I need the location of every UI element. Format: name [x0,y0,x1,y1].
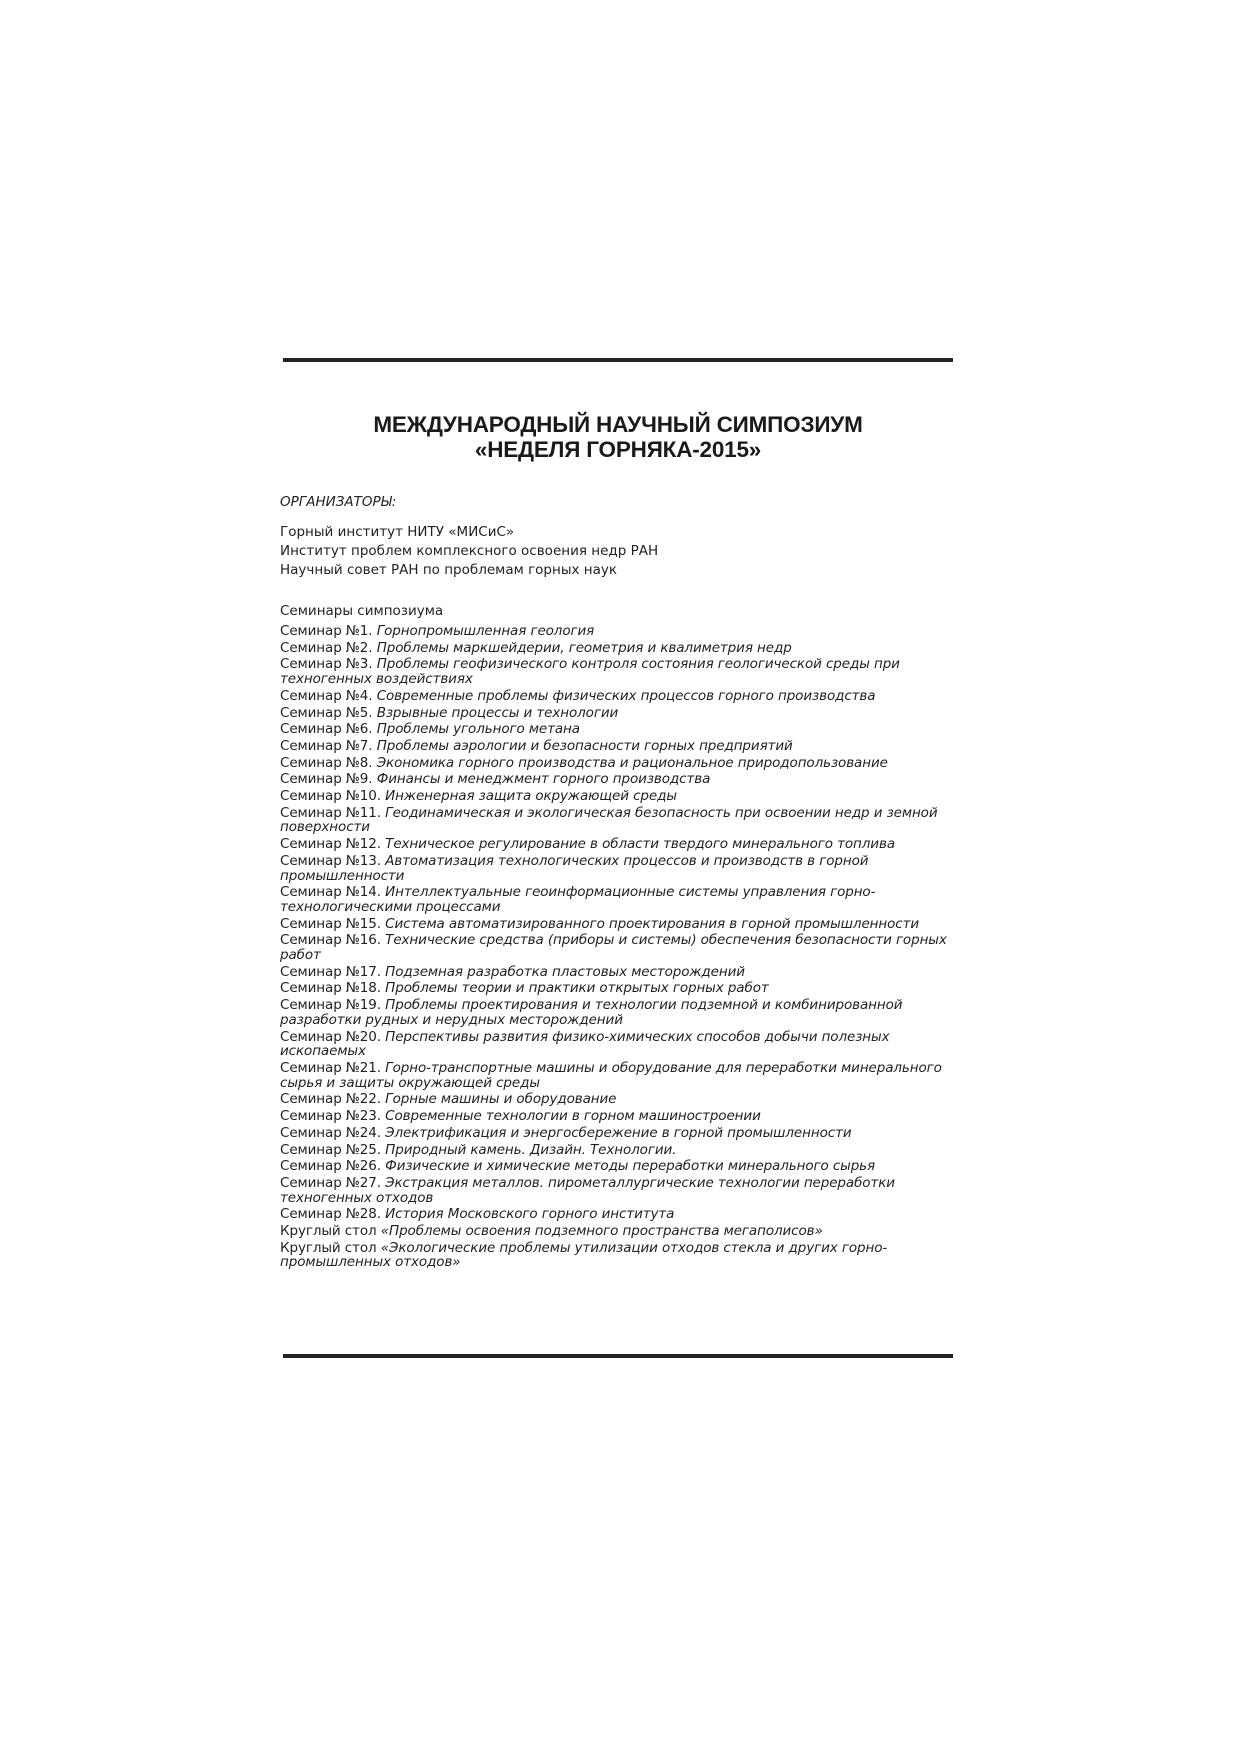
seminar-label: Семинар №18. [280,980,381,997]
seminar-title: Взрывные процессы и технологии [376,704,619,721]
seminar-title: «Экологические проблемы утилизации отходов стекла и других горно-промышленных отходов» [280,1239,888,1271]
seminar-title: Система автоматизированного проектирования в горной промышленности [385,915,920,932]
seminar-item [280,657,960,686]
seminar-item [280,1109,960,1124]
seminar-label: Круглый стол [280,1239,377,1256]
organizer-item: Научный совет РАН по проблемам горных наук [280,562,618,578]
seminar-item [280,998,960,1027]
seminar-title: Современные проблемы физических процессов горного производства [376,687,876,704]
seminar-item [280,885,960,914]
seminar-title: Интеллектуальные геоинформационные системы управления горно-технологическими процессами [280,884,876,915]
seminar-label: Семинар №6. [280,721,373,738]
seminar-label: Семинар №14. [280,884,381,901]
seminar-title: Инженерная защита окружающей среды [385,788,677,805]
seminar-title: Перспективы развития физико-химических способов добычи полезных ископаемых [280,1028,890,1060]
page-title [283,412,953,462]
seminar-item [280,1207,960,1222]
seminar-label: Семинар №20. [280,1028,381,1045]
seminar-title: История Московского горного института [385,1206,675,1223]
seminar-item [280,1126,960,1141]
seminar-title: Проблемы проектирования и технологии подземной и комбинированной разработки рудных и нерудных месторождений [280,997,903,1028]
seminar-label: Семинар №24. [280,1124,381,1141]
seminar-label: Семинар №3. [280,656,373,673]
seminar-label: Семинар №19. [280,997,381,1014]
seminar-title: Финансы и менеджмент горного производства [376,771,711,788]
seminar-label: Семинар №23. [280,1108,381,1125]
seminar-title: Физические и химические методы переработки минерального сырья [385,1158,876,1175]
organizer-item: Институт проблем комплексного освоения недр РАН [280,543,659,559]
seminar-item [280,722,960,737]
seminar-item [280,965,960,980]
seminar-item [280,641,960,656]
seminar-label: Семинар №9. [280,771,373,788]
title-line-2: «НЕДЕЛЯ ГОРНЯКА-2015» [474,437,762,462]
seminar-label: Семинар №22. [280,1091,381,1108]
seminar-label: Семинар №25. [280,1141,381,1158]
seminar-item [280,981,960,996]
seminar-label: Семинар №4. [280,687,373,704]
seminar-label: Круглый стол [280,1223,377,1240]
seminar-item [280,1176,960,1205]
seminar-label: Семинар №5. [280,704,373,721]
seminar-label: Семинар №13. [280,852,381,869]
seminar-item [280,917,960,932]
seminar-title: Экономика горного производства и рациональное природопользование [376,754,888,771]
seminar-title: Техническое регулирование в области твердого минерального топлива [385,836,895,853]
organizer-item: Горный институт НИТУ «МИСиС» [280,524,515,540]
seminar-item [280,624,960,639]
seminar-title: Проблемы теории и практики открытых горных работ [385,980,769,997]
seminar-title: Электрификация и энергосбережение в горной промышленности [385,1124,852,1141]
seminar-title: Технические средства (приборы и системы) обеспечения безопасности горных работ [280,932,947,964]
seminar-title: Автоматизация технологических процессов и производств в горной промышленности [280,852,869,884]
seminar-label: Семинар №7. [280,737,373,754]
seminar-item [280,933,960,962]
seminars-heading: Семинары симпозиума [280,603,444,619]
seminar-item [280,854,960,883]
top-rule [283,358,953,362]
seminar-label: Семинар №26. [280,1158,381,1175]
seminar-item [280,1159,960,1174]
seminar-title: Экстракция металлов. пирометаллургические технологии переработки техногенных отходов [280,1174,895,1206]
seminar-item [280,1030,960,1059]
organizers-list [280,524,960,579]
bottom-rule [283,1354,953,1358]
seminar-item [280,1092,960,1107]
seminar-label: Семинар №2. [280,639,373,656]
seminar-label: Семинар №21. [280,1059,381,1076]
seminar-title: Проблемы угольного метана [376,721,580,738]
seminar-label: Семинар №8. [280,754,373,771]
seminar-item [280,706,960,721]
seminar-item [280,806,960,835]
seminar-item [280,772,960,787]
seminar-label: Семинар №11. [280,804,381,821]
seminar-item [280,689,960,704]
seminar-title: Горнопромышленная геология [376,623,595,639]
seminar-title: Современные технологии в горном машиностроении [385,1108,761,1125]
seminar-title: Геодинамическая и экологическая безопасность при освоении недр и земной поверхности [280,804,938,836]
seminar-item [280,739,960,754]
seminar-title: Подземная разработка пластовых месторождений [385,963,745,980]
organizers-heading: ОРГАНИЗАТОРЫ: [280,494,397,510]
seminar-item [280,1241,960,1270]
seminar-title: Проблемы геофизического контроля состояния геологической среды при техногенных воздействиях [280,656,900,688]
seminar-label: Семинар №17. [280,963,381,980]
seminar-label: Семинар №1. [280,623,373,639]
seminars-list [280,624,960,1270]
seminar-label: Семинар №15. [280,915,381,932]
seminar-item [280,1224,960,1239]
seminar-label: Семинар №12. [280,836,381,853]
seminar-item [280,1061,960,1090]
seminar-item [280,756,960,771]
seminar-title: Горно-транспортные машины и оборудование для переработки минерального сырья и защиты окружающей среды [280,1059,942,1091]
seminar-item [280,789,960,804]
seminar-label: Семинар №10. [280,788,381,805]
seminar-label: Семинар №27. [280,1174,381,1191]
seminar-label: Семинар №28. [280,1206,381,1223]
seminar-title: Природный камень. Дизайн. Технологии. [385,1141,677,1158]
seminar-item [280,837,960,852]
document-body [280,494,960,1272]
title-line-1: МЕЖДУНАРОДНЫЙ НАУЧНЫЙ СИМПОЗИУМ [373,412,863,437]
seminar-item [280,1143,960,1158]
seminar-title: Горные машины и оборудование [385,1091,617,1108]
seminar-title: Проблемы маркшейдерии, геометрия и квалиметрия недр [376,639,792,656]
seminar-label: Семинар №16. [280,932,381,949]
seminar-title: Проблемы аэрологии и безопасности горных предприятий [376,737,793,754]
seminar-title: «Проблемы освоения подземного пространства мегаполисов» [380,1223,823,1240]
